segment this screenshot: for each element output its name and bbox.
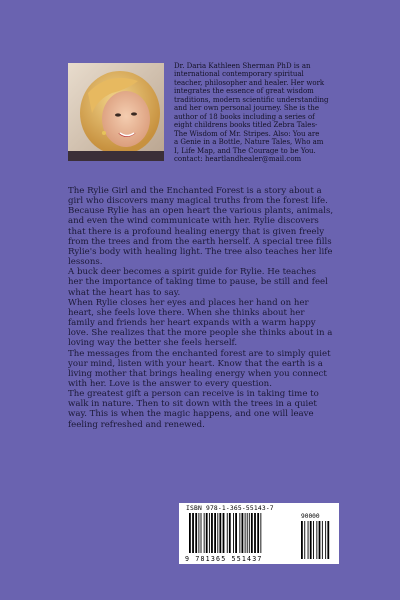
description-line: The messages from the enchanted forest are to simply quiet (68, 348, 331, 359)
barcode-bar (247, 513, 248, 553)
description-line: that there is a profound healing energy that is given freely (68, 226, 325, 237)
description-line: walk in nature. Then to sit down with the trees in a quiet (68, 399, 317, 410)
barcode-bar (235, 513, 237, 553)
author-bio (174, 62, 366, 163)
description-line: feeling refreshed and renewed. (68, 419, 205, 430)
barcode-bar (251, 513, 253, 553)
description-line: your mind, listen with your heart. Know that the earth is a (68, 358, 323, 369)
barcode-bar (204, 513, 205, 553)
description-line: her the importance of taking time to pause, be still and feel (68, 277, 328, 288)
barcode-addon-bar (310, 521, 312, 559)
isbn-label: ISBN 978-1-365-55143-7 (186, 505, 274, 512)
description-line: lessons. (68, 257, 103, 268)
barcode-addon-bar (313, 521, 314, 559)
description-line: The greatest gift a person can receive is in taking time to (68, 389, 319, 400)
barcode-bar (214, 513, 216, 553)
bio-line: I, Life Map, and The Courage to be You. (174, 146, 316, 155)
description-line: with her. Love is the answer to every question. (68, 378, 272, 389)
barcode-bar (211, 513, 213, 553)
barcode-addon-bar (304, 521, 305, 559)
description-line: and even the wind communicate with her. Rylie discovers (68, 216, 319, 227)
description-line: The Rylie Girl and the Enchanted Forest is a story about a (68, 186, 322, 196)
barcode-bar (233, 513, 234, 553)
bio-line: Dr. Daria Kathleen Sherman PhD is an (174, 62, 311, 70)
description-line: heart, she feels love there. When she thinks about her (68, 307, 305, 318)
barcode-addon-bar (327, 521, 329, 559)
barcode-bar (257, 513, 259, 553)
bio-line: a Genie in a Bottle, Nature Tales, Who am (174, 138, 324, 147)
description-line: family and friends her heart expands with a warm happy (68, 318, 316, 329)
description-line: Because Rylie has an open heart the various plants, animals, (68, 206, 334, 217)
barcode-bar (229, 513, 231, 553)
description-line: from the trees and from the earth herself. A special tree fills (68, 236, 332, 247)
barcode-bar (206, 513, 208, 553)
description-line: living mother that brings healing energy when you connect (68, 368, 327, 379)
description-line: When Rylie closes her eyes and places her hand on her (68, 297, 309, 308)
barcode-addon-bar (301, 521, 303, 559)
barcode-bar (195, 513, 197, 553)
description-line: girl who discovers many magical truths from the forest life. (68, 196, 328, 207)
bio-line: The Wisdom of Mr. Stripes. Also: You are (174, 129, 320, 138)
barcode-bar (223, 513, 225, 553)
barcode-bar (217, 513, 218, 553)
barcode-addon-bar (308, 521, 309, 559)
bio-line: eight childrens books titled Zebra Tales- (174, 121, 318, 130)
description-line: what the heart has to say. (68, 287, 181, 298)
barcode-bar (198, 513, 199, 553)
bio-line: and her own personal journey. She is the (174, 104, 320, 113)
barcode-bar (192, 513, 194, 553)
barcode-digits: 9 781365 551437 (185, 555, 263, 563)
bio-line: international contemporary spiritual (174, 70, 304, 79)
barcode-bar (209, 513, 210, 553)
barcode-addon-bar (319, 521, 321, 559)
barcode-bar (201, 513, 202, 553)
book-description (68, 186, 334, 430)
author-portrait-image (68, 63, 164, 161)
bio-line: traditions, modern scientific understanding (174, 95, 329, 104)
isbn-barcode (179, 503, 339, 564)
barcode-bar (242, 513, 244, 553)
description-line: A buck deer becomes a spirit guide for Rylie. He teaches (68, 267, 317, 278)
price-code: 90000 (301, 513, 320, 520)
barcode-bar (254, 513, 256, 553)
barcode-addon-bar (322, 521, 323, 559)
barcode-bar (219, 513, 221, 553)
description-line: loving way the better she feels herself. (68, 338, 238, 349)
description-line: way. This is when the magic happens, and one will leave (68, 409, 314, 420)
barcode-bar (227, 513, 228, 553)
barcode-bar (189, 513, 191, 553)
description-line: love. She realizes that the more people she thinks about in a (68, 328, 333, 339)
barcode-bar (239, 513, 240, 553)
barcode-bar (260, 513, 261, 553)
barcode-addon-bar (316, 521, 317, 559)
barcode-bar (245, 513, 246, 553)
barcode-addon-bar (325, 521, 326, 559)
barcode-bar (249, 513, 250, 553)
bio-line: author of 18 books including a series of (174, 112, 315, 121)
bio-contact: contact: heartlandhealer@mail.com (174, 154, 302, 163)
bio-line: teacher, philosopher and healer. Her work (174, 78, 325, 87)
author-photo (68, 63, 164, 161)
bio-line: integrates the essence of great wisdom (174, 87, 314, 96)
description-line: Rylie's body with healing light. The tree also teaches her life (68, 246, 333, 257)
